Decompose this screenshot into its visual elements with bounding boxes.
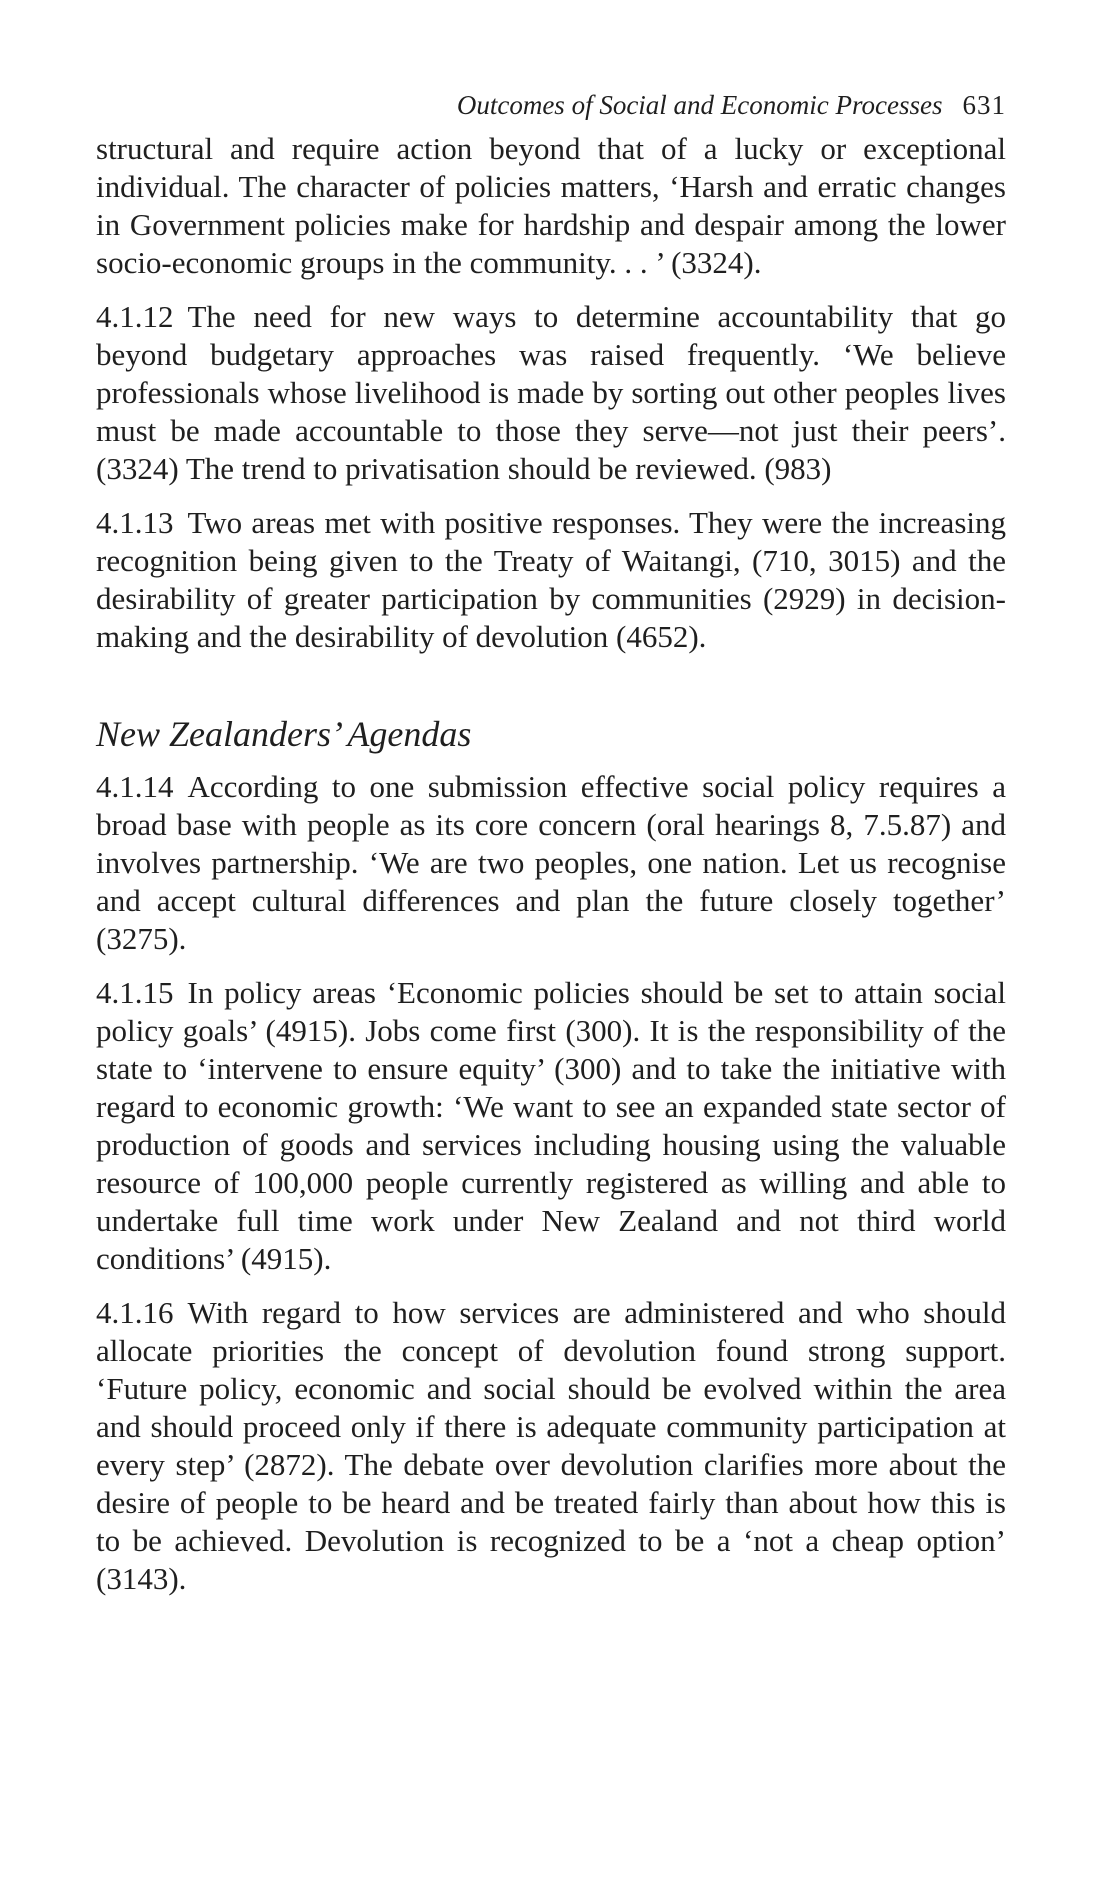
paragraph-text: Two areas met with positive responses. They were the increasing recognition being given to the Treaty of Waitangi, (710, 3015) and the desirability of greater participation by communities (2929) in decision-making and the desirability of devolution (4652).	[96, 505, 1006, 654]
paragraph-number: 4.1.13	[96, 505, 174, 540]
paragraph-text: According to one submission effective social policy requires a broad base with people as its core concern (oral hearings 8, 7.5.87) and involves partnership. ‘We are two peoples, one nation. Let us recognise and accept cultural differences and plan the future closely together’ (3275).	[96, 769, 1006, 956]
paragraph-4-1-12	[96, 298, 1006, 488]
running-title: Outcomes of Social and Economic Processes	[456, 90, 943, 120]
paragraph-number: 4.1.15	[96, 975, 174, 1010]
paragraph-4-1-15	[96, 974, 1006, 1278]
paragraph-number: 4.1.16	[96, 1295, 174, 1330]
section-heading: New Zealanders’ Agendas	[96, 714, 472, 754]
running-header	[96, 88, 1006, 122]
document-page	[96, 88, 1006, 1598]
page-number: 631	[962, 90, 1006, 120]
paragraph-text: With regard to how services are administered and who should allocate priorities the concept of devolution found strong support. ‘Future policy, economic and social should be evolved within the area and should proceed only if there is adequate community participation at every step’ (2872). The debate over devolution clarifies more about the desire of people to be heard and be treated fairly than about how this is to be achieved. Devolution is recognized to be a ‘not a cheap option’ (3143).	[96, 1295, 1006, 1596]
paragraph-text: The need for new ways to determine accountability that go beyond budgetary approaches was raised frequently. ‘We believe professionals whose livelihood is made by sorting out other peoples lives must be made accountable to those they serve—not just their peers’. (3324) The trend to privatisation should be reviewed. (983)	[96, 299, 1006, 486]
paragraph-4-1-13	[96, 504, 1006, 656]
paragraph-4-1-14	[96, 768, 1006, 958]
paragraph-text: structural and require action beyond that of a lucky or exceptional individual. The character of policies matters, ‘Harsh and erratic changes in Government policies make for hardship and despair among the lower socio-economic groups in the community. . . ’ (3324).	[96, 131, 1006, 280]
paragraph-number: 4.1.14	[96, 769, 174, 804]
paragraph-number: 4.1.12	[96, 299, 174, 334]
paragraph-4-1-16	[96, 1294, 1006, 1598]
paragraph-continued	[96, 130, 1006, 282]
paragraph-text: In policy areas ‘Economic policies should be set to attain social policy goals’ (4915). Jobs come first (300). It is the responsibility of the state to ‘intervene to ensure equity’ (300) and to take the initiative with regard to economic growth: ‘We want to see an expanded state sector of production of goods and services including housing using the valuable resource of 100,000 people currently registered as willing and able to undertake full time work under New Zealand and not third world conditions’ (4915).	[96, 975, 1006, 1276]
